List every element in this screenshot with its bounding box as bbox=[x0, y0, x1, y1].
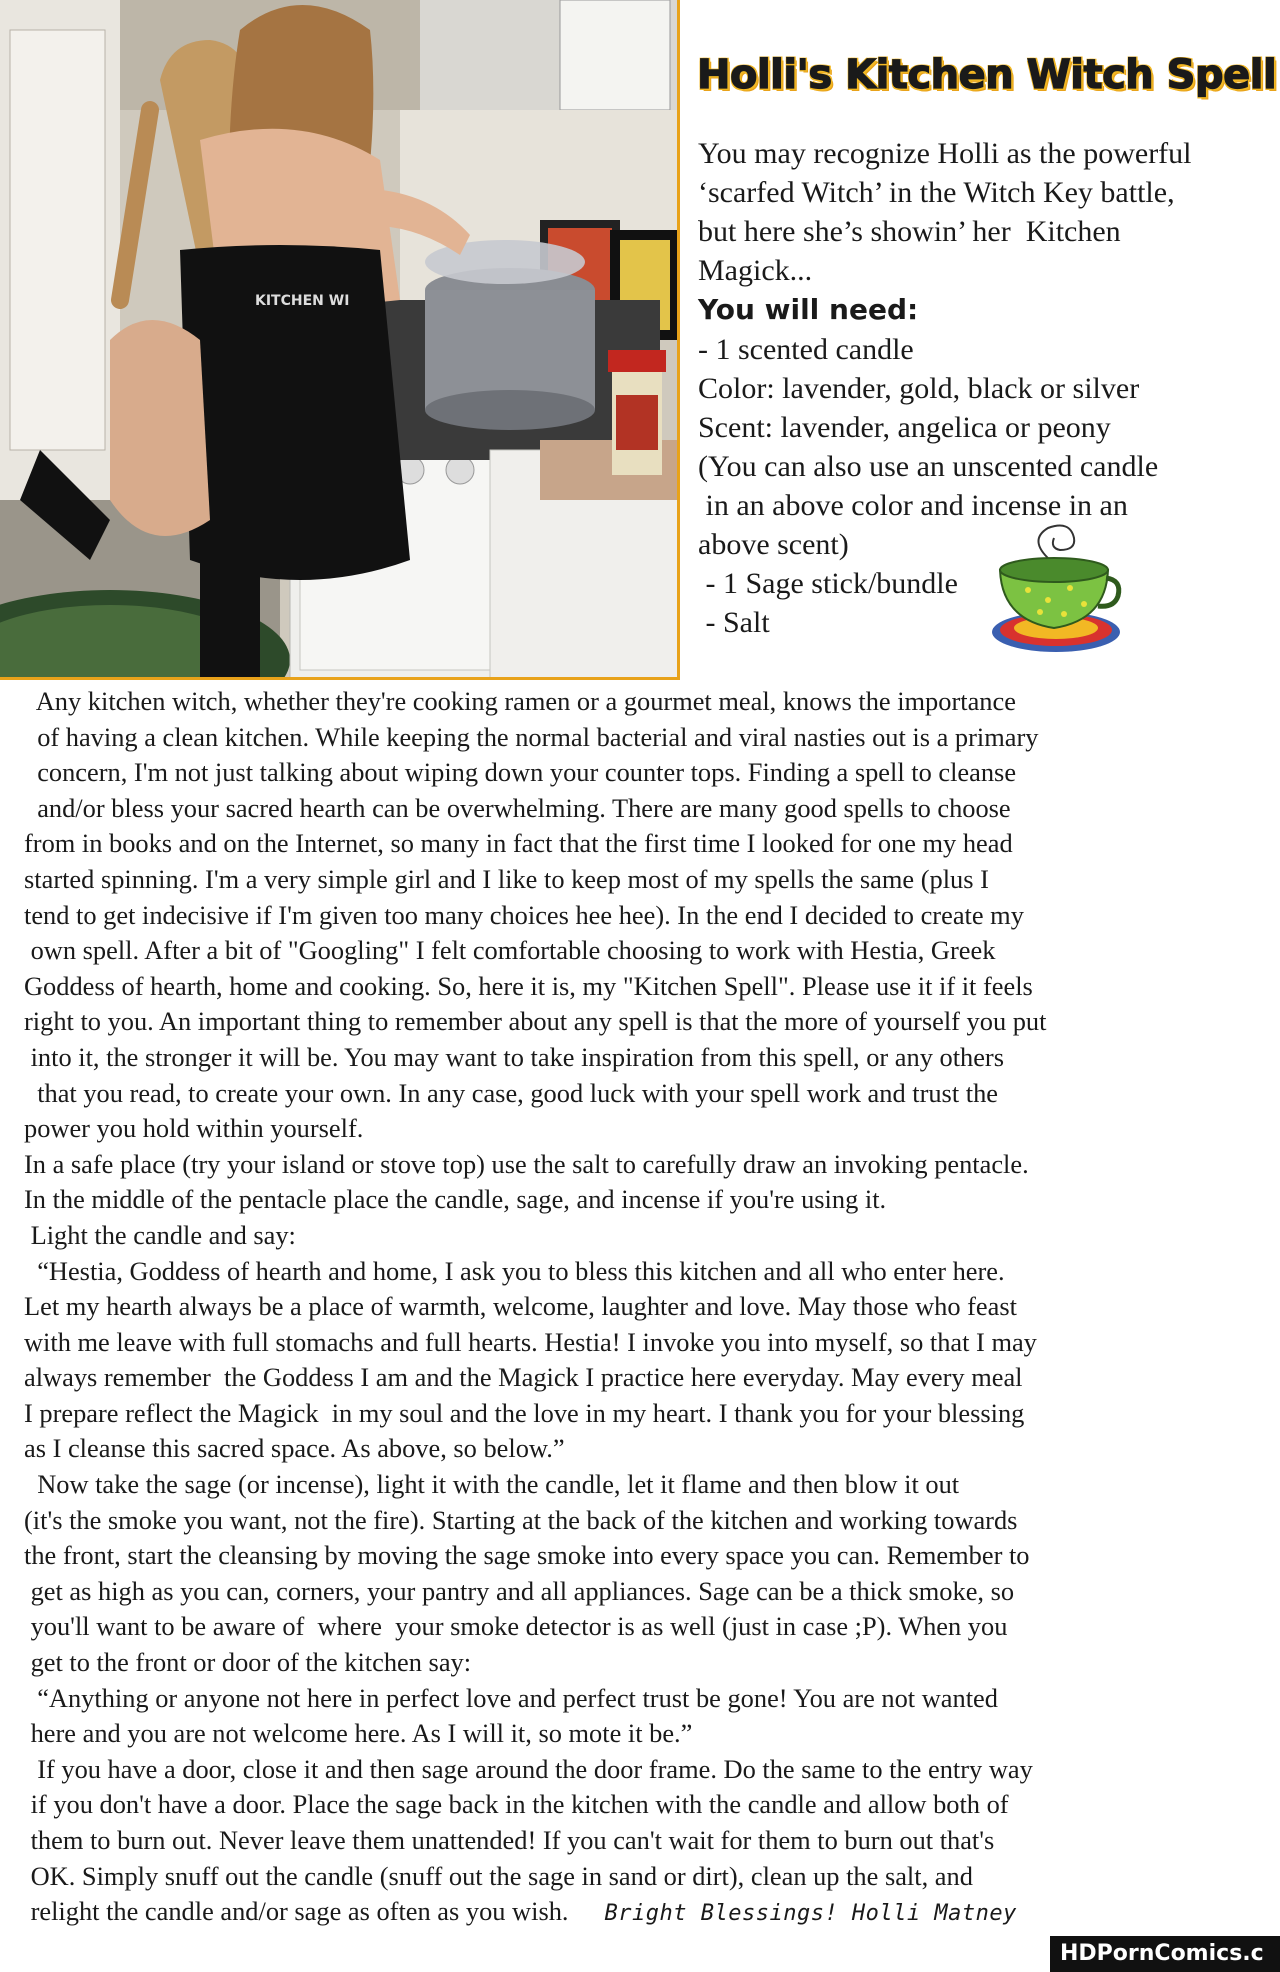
body-line: relight the candle and/or sage as often as you wish. bbox=[24, 1896, 569, 1927]
body-line: as I cleanse this sacred space. As above, so below.” bbox=[24, 1433, 565, 1464]
body-line: (it's the smoke you want, not the fire). Starting at the back of the kitchen and working towards bbox=[24, 1504, 1018, 1535]
body-line: that you read, to create your own. In any case, good luck with your spell work and trust the bbox=[24, 1077, 998, 1108]
intro-line: Magick... bbox=[698, 254, 813, 287]
body-line: tend to get indecisive if I'm given too many choices hee hee). In the end I decided to create my bbox=[24, 899, 1024, 930]
body-line: always remember the Goddess I am and the Magick I practice here everyday. May every meal bbox=[24, 1362, 1023, 1393]
body-line: from in books and on the Internet, so many in fact that the first time I looked for one my head bbox=[24, 828, 1013, 859]
body-line: into it, the stronger it will be. You may want to take inspiration from this spell, or any others bbox=[24, 1041, 1004, 1072]
body-line: started spinning. I'm a very simple girl and I like to keep most of my spells the same (plus I bbox=[24, 863, 989, 894]
sidebar-text bbox=[698, 134, 1258, 642]
need-line: - Salt bbox=[698, 606, 770, 639]
need-line: (You can also use an unscented candle bbox=[698, 450, 1159, 483]
signature: Bright Blessings! Holli Matney bbox=[604, 1901, 1017, 1927]
body-line: you'll want to be aware of where your smoke detector is as well (just in case ;P). When you bbox=[24, 1611, 1008, 1642]
need-line: Color: lavender, gold, black or silver bbox=[698, 372, 1140, 405]
need-heading: You will need: bbox=[698, 293, 919, 326]
kitchen-photo bbox=[0, 0, 680, 680]
body-line: Now take the sage (or incense), light it with the candle, let it flame and then blow it out bbox=[24, 1469, 960, 1500]
body-line: power you hold within yourself. bbox=[24, 1113, 364, 1144]
need-line: above scent) bbox=[698, 528, 849, 561]
body-line: I prepare reflect the Magick in my soul and the love in my heart. I thank you for your blessing bbox=[24, 1397, 1025, 1428]
body-line-last bbox=[24, 1894, 1254, 1932]
body-line: In the middle of the pentacle place the candle, sage, and incense if you're using it. bbox=[24, 1184, 887, 1215]
body-line: if you don't have a door. Place the sage back in the kitchen with the candle and allow both of bbox=[24, 1789, 1009, 1820]
body-line: with me leave with full stomachs and full hearts. Hestia! I invoke you into myself, so that I may bbox=[24, 1326, 1037, 1357]
teacup-icon bbox=[988, 520, 1123, 665]
need-line: Scent: lavender, angelica or peony bbox=[698, 411, 1111, 444]
body-line: In a safe place (try your island or stove top) use the salt to carefully draw an invoking pentacle. bbox=[24, 1148, 1029, 1179]
article-title: Holli's Kitchen Witch Spell bbox=[697, 52, 1277, 98]
body-line: OK. Simply snuff out the candle (snuff out the sage in sand or dirt), clean up the salt, and bbox=[24, 1860, 973, 1891]
body-line: get to the front or door of the kitchen say: bbox=[24, 1647, 472, 1678]
watermark: HDPornComics.c bbox=[1050, 1936, 1280, 1972]
body-line: Any kitchen witch, whether they're cooking ramen or a gourmet meal, knows the importance bbox=[24, 686, 1016, 716]
body-line: of having a clean kitchen. While keeping the normal bacterial and viral nasties out is a primary bbox=[24, 721, 1039, 752]
apron-text: KITCHEN WI bbox=[255, 293, 350, 309]
body-line: and/or bless your sacred hearth can be overwhelming. There are many good spells to choose bbox=[24, 792, 1011, 823]
body-line: them to burn out. Never leave them unattended! If you can't wait for them to burn out that's bbox=[24, 1825, 995, 1855]
body-line: right to you. An important thing to remember about any spell is that the more of yourself you put bbox=[24, 1006, 1047, 1037]
body-line: If you have a door, close it and then sage around the door frame. Do the same to the entry way bbox=[24, 1753, 1033, 1784]
body-line: “Anything or anyone not here in perfect love and perfect trust be gone! You are not wanted bbox=[24, 1682, 998, 1713]
need-line: in an above color and incense in an bbox=[698, 489, 1128, 522]
need-line: - 1 Sage stick/bundle bbox=[698, 567, 958, 600]
need-line: - 1 scented candle bbox=[698, 333, 914, 366]
intro-line: You may recognize Holli as the powerful bbox=[698, 137, 1192, 170]
body-line: get as high as you can, corners, your pantry and all appliances. Sage can be a thick smoke, so bbox=[24, 1575, 1015, 1606]
body-line: here and you are not welcome here. As I will it, so mote it be.” bbox=[24, 1718, 693, 1749]
intro-line: ‘scarfed Witch’ in the Witch Key battle, bbox=[698, 176, 1175, 209]
article-body bbox=[24, 684, 1254, 1932]
body-line: concern, I'm not just talking about wiping down your counter tops. Finding a spell to cleanse bbox=[24, 757, 1017, 788]
body-line: the front, start the cleansing by moving the sage smoke into every space you can. Remember to bbox=[24, 1540, 1030, 1571]
intro-line: but here she’s showin’ her Kitchen bbox=[698, 215, 1121, 248]
body-line: Goddess of hearth, home and cooking. So, here it is, my "Kitchen Spell". Please use it if it feels bbox=[24, 970, 1033, 1001]
body-line: Light the candle and say: bbox=[24, 1219, 296, 1250]
body-line: own spell. After a bit of "Googling" I felt comfortable choosing to work with Hestia, Greek bbox=[24, 935, 996, 966]
body-line: “Hestia, Goddess of hearth and home, I ask you to bless this kitchen and all who enter here. bbox=[24, 1255, 1005, 1286]
body-line: Let my hearth always be a place of warmth, welcome, laughter and love. May those who feast bbox=[24, 1291, 1017, 1322]
